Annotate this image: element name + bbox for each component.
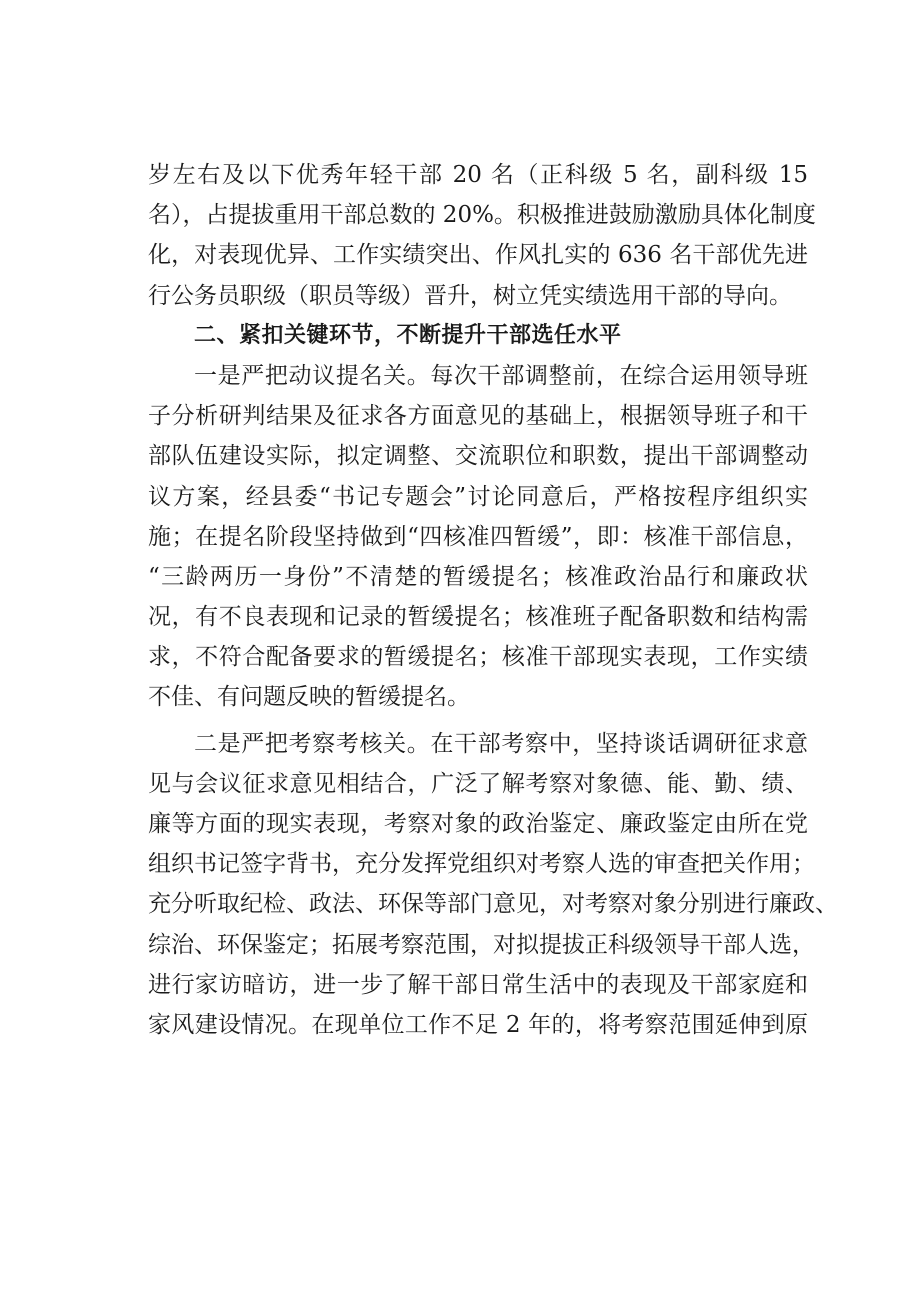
text-line: 议方案，经县委“书记专题会”讨论同意后，严格按程序组织实 (148, 483, 808, 510)
text-line: 一是严把动议提名关。每次干部调整前，在综合运用领导班 (194, 362, 808, 389)
text-line: 廉等方面的现实表现，考察对象的政治鉴定、廉政鉴定由所在党 (148, 811, 808, 837)
text-line: 二是严把考察考核关。在干部考察中，坚持谈话调研征求意 (194, 730, 808, 757)
text-line: 求，不符合配备要求的暂缓提名；核准干部现实表现，工作实绩 (148, 644, 808, 671)
section-heading: 二、紧扣关键环节，不断提升干部选任水平 (194, 322, 622, 348)
text-line: 进行家访暗访，进一步了解干部日常生活中的表现及干部家庭和 (148, 971, 808, 998)
text-line: 不佳、有问题反映的暂缓提名。 (148, 684, 470, 711)
text-line: 部队伍建设实际，拟定调整、交流职位和职数，提出干部调整动 (148, 443, 808, 470)
text-line: 行公务员职级（职员等级）晋升，树立凭实绩选用干部的导向。 (148, 282, 792, 309)
text-line: 化，对表现优异、工作实绩突出、作风扎实的 636 名干部优先进 (148, 242, 808, 269)
document-body (148, 155, 838, 1045)
text-line: 见与会议征求意见相结合，广泛了解考察对象德、能、勤、绩、 (148, 770, 808, 797)
text-line: 充分听取纪检、政法、环保等部门意见，对考察对象分别进行廉政、 (148, 891, 838, 918)
text-line: 家风建设情况。在现单位工作不足 2 年的，将考察范围延伸到原 (148, 1011, 808, 1038)
text-line: 况，有不良表现和记录的暂缓提名；核准班子配备职数和结构需 (148, 604, 808, 631)
text-line: 名），占提拔重用干部总数的 20%。积极推进鼓励激励具体化制度 (148, 202, 816, 229)
paragraph-nomination (148, 356, 808, 718)
paragraph-inspection (148, 724, 838, 1046)
text-line: 组织书记签字背书，充分发挥党组织对考察人选的审查把关作用； (148, 851, 815, 878)
text-line: “三龄两历一身份”不清楚的暂缓提名；核准政治品行和廉政状 (148, 563, 808, 590)
text-line: 岁左右及以下优秀年轻干部 20 名（正科级 5 名，副科级 15 (148, 162, 808, 188)
text-line: 子分析研判结果及征求各方面意见的基础上，根据领导班子和干 (148, 403, 808, 430)
paragraph-continued (148, 155, 816, 316)
text-line: 综治、环保鉴定；拓展考察范围，对拟提拔正科级领导干部人选， (148, 931, 815, 958)
text-line: 施；在提名阶段坚持做到“四核准四暂缓”，即：核准干部信息， (148, 523, 808, 550)
